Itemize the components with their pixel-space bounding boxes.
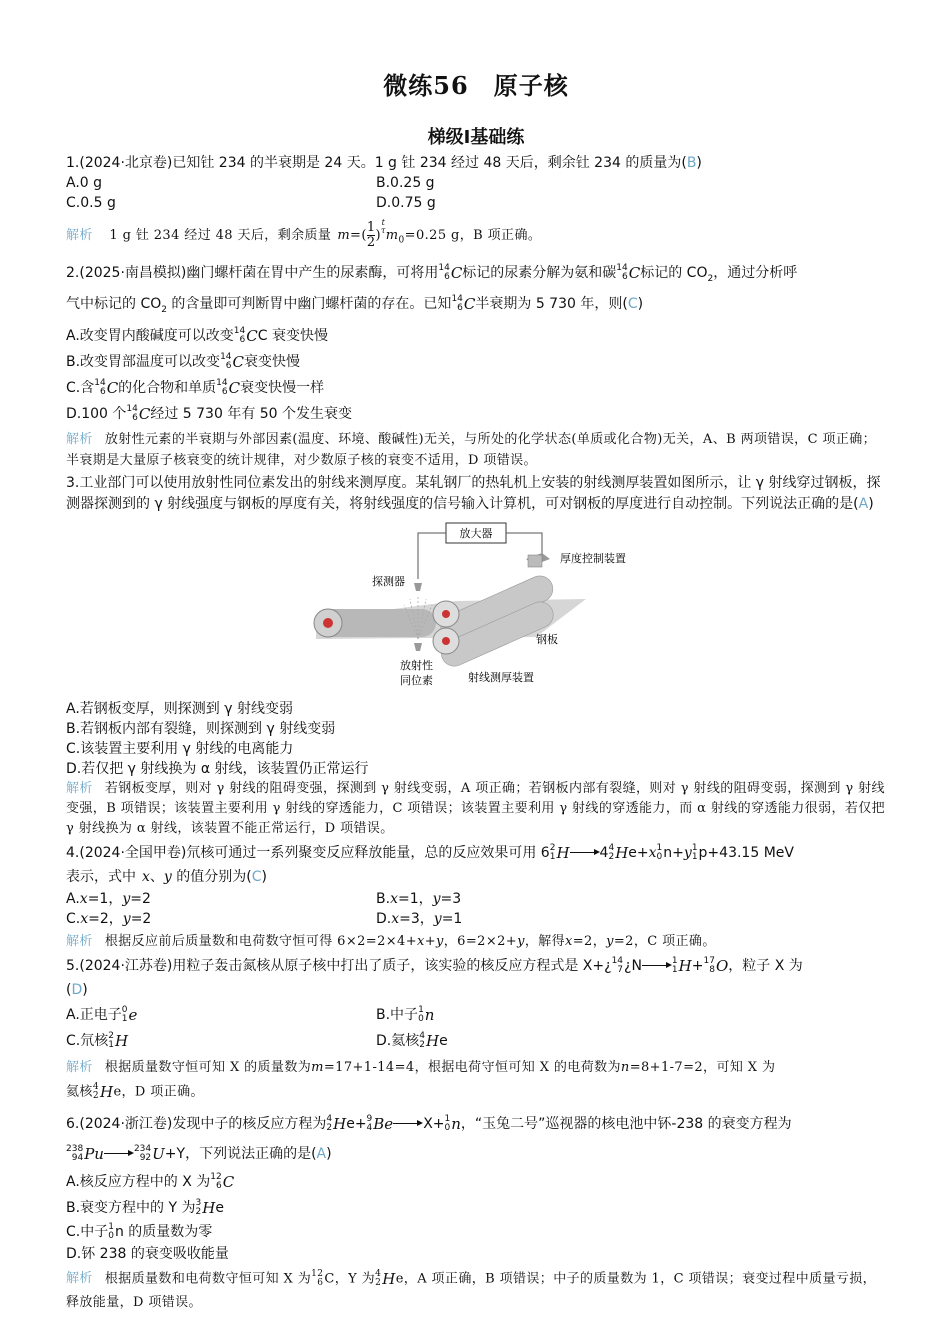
isotope-source-icon <box>414 643 422 651</box>
option-c: C.该装置主要利用 γ 射线的电离能力 <box>66 741 294 758</box>
option-c: C.0.5 g <box>66 195 116 211</box>
thickness-gauge-diagram <box>66 519 886 699</box>
answer-1: B <box>686 155 697 171</box>
question-6: 6.(2024·浙江卷)发现中子的核反应方程为 4 2 H e+ 9 4 Be X+ 1 0 n ，“玉兔二号”巡视器的核电池中钚-238 的衰变方程为 238 94 Pu 234 92 U +Y，下列说法正确的是(A) <box>66 1113 792 1163</box>
option-c: C.中子 1 0 n 的质量数为零 <box>66 1221 213 1241</box>
explanation-5: 解析 根据质量数守恒可知 X 的质量数为m=17+1-14=4，根据电荷守恒可知 X 的电荷数为n=8+1-7=2，可知 X 为 氦核 4 2 H e，D 项正确。 <box>66 1060 776 1102</box>
explanation-1: 解析 1 g 钍 234 经过 48 天后，剩余质量 m=( $\frac{1}{2}$ ) t τ $m_0=0.25$ g，B 项正确。 <box>66 218 542 250</box>
option-b: B.中子 1 0 n <box>376 1005 435 1025</box>
detector-icon <box>414 583 422 591</box>
wire-left <box>418 533 446 579</box>
label-detector: 探测器 <box>372 575 405 589</box>
reaction-arrow <box>570 848 600 858</box>
question-4: 4.(2024·全国甲卷)氘核可通过一系列聚变反应释放能量，总的反应效果可用 6 2 1 H 4 4 2 H e+x 1 0 n+y 1 1 p+43.15 MeV 表示，式中 x、y 的值分别为(C) <box>66 843 794 886</box>
thickness-gauge-figure <box>66 519 886 699</box>
option-b: B.0.25 g <box>376 175 435 191</box>
figure-caption: 射线测厚装置 <box>468 671 534 685</box>
label-thickness-control: 厚度控制装置 <box>560 552 626 566</box>
option-d: D.100 个 14 6 C 经过 5 730 年有 50 个发生衰变 <box>66 404 353 424</box>
options-3 <box>66 699 886 779</box>
explanation-2: 解析 放射性元素的半衰期与外部因素(温度、环境、酸碱性)无关，与所处的化学状态(单质或化合物)无关，A、B 两项错误，C 项正确；半衰期是大量原子核衰变的统计规律，对少数原子核的衰变不适用，D 项错误。 <box>66 432 877 469</box>
answer-6: A <box>316 1145 327 1162</box>
wire-right <box>506 533 542 555</box>
option-d: D.钚 238 的衰变吸收能量 <box>66 1245 229 1262</box>
explanation-6: 解析 根据质量数和电荷数守恒可知 X 为 12 6 C，Y 为 4 2 H e，A 项正确，B 项错误；中子的质量数为 1，C 项错误；衰变过程中质量亏损，释放能量，D 项错误。 <box>66 1268 877 1311</box>
option-a: A.正电子 0 1 e <box>66 1005 138 1025</box>
question-3: 3.工业部门可以使用放射性同位素发出的射线来测厚度。某轧钢厂的热轧机上安装的射线测厚装置如图所示，让 γ 射线穿过钢板，探测器探测到的 γ 射线强度与钢板的厚度有关，将射线强度的信号输入计算机，可对钢板的厚度进行自动控制。下列说法正确的是(A) <box>66 475 881 513</box>
answer-3: A <box>858 496 869 513</box>
option-a: A.0 g <box>66 175 103 191</box>
option-a: A.x=1，y=2 <box>66 891 151 908</box>
explanation-4: 解析 根据反应前后质量数和电荷数守恒可得 6×2=2×4+x+y，6=2×2+y，解得x=2，y=2，C 项正确。 <box>66 934 716 950</box>
option-d: D.氦核 4 2 H e <box>376 1031 448 1051</box>
question-2: 2.(2025·南昌模拟)幽门螺杆菌在胃中产生的尿素酶，可将用 14 6 C 标记的尿素分解为氨和碳 14 6 C 标记的 $CO_2$，通过分析呼 气中标记的 $CO_2$ 的含量即可判断胃中幽门螺杆菌的存在。已知 14 6 C 半衰期为 5 730 年，则(C) <box>66 262 798 316</box>
option-a: A.核反应方程中的 X 为 12 6 C <box>66 1171 235 1191</box>
option-b: B.x=1，y=3 <box>376 891 462 908</box>
decay-arrow <box>104 1149 134 1159</box>
option-d: D.0.75 g <box>376 195 436 211</box>
explanation-3: 解析 若钢板变厚，则对 γ 射线的阻碍变强，探测到 γ 射线变弱，A 项正确；若钢板内部有裂缝，则对 γ 射线的阻碍变弱，探测到 γ 射线变强，B 项错误；该装置主要利用 γ 射线的穿透能力，C 项错误；该装置主要利用 γ 射线的穿透能力，而 α 射线的穿透能力很弱，若仅把 γ 射线换为 α 射线，该装置不能正常运行，D 项错误。 <box>66 781 886 837</box>
reaction-arrow <box>642 961 672 971</box>
question-5: 5.(2024·江苏卷)用粒子轰击氮核从原子核中打出了质子，该实验的核反应方程式是 X+¿ 14 7 ¿N 1 1 H + 17 8 O ，粒子 X 为 (D) <box>66 956 803 999</box>
option-b: B.若钢板内部有裂缝，则探测到 γ 射线变弱 <box>66 721 336 738</box>
options-1 <box>66 173 886 213</box>
page-title: 微练56 原子核 <box>383 71 569 100</box>
option-c: C.氘核 2 1 H <box>66 1031 129 1051</box>
option-b: B.衰变方程中的 Y 为 3 2 H e <box>66 1197 224 1217</box>
label-isotope-1: 放射性 <box>400 659 433 673</box>
question-1: 1.(2024·北京卷)已知钍 234 的半衰期是 24 天。1 g 钍 234 经过 48 天后，剩余钍 234 的质量为(B) <box>66 155 702 171</box>
option-d: D.x=3，y=1 <box>376 911 463 928</box>
answer-5: D <box>71 982 83 999</box>
option-a: A.若钢板变厚，则探测到 γ 射线变弱 <box>66 701 293 718</box>
option-c: C.含 14 6 C 的化合物和单质 14 6 C 衰变快慢一样 <box>66 378 325 398</box>
label-isotope-2: 同位素 <box>400 674 433 688</box>
label-amplifier: 放大器 <box>459 527 493 541</box>
options-4 <box>66 889 886 929</box>
option-a: A.改变胃内酸碱度可以改变 14 6 C C 衰变快慢 <box>66 326 328 346</box>
option-b: B.改变胃部温度可以改变 14 6 C 衰变快慢 <box>66 352 300 372</box>
options-5 <box>66 1002 886 1054</box>
section-title: 梯级Ⅰ基础练 <box>427 127 525 148</box>
page <box>66 0 886 1315</box>
option-d: D.若仅把 γ 射线换为 α 射线，该装置仍正常运行 <box>66 761 369 778</box>
answer-2: C <box>627 296 638 313</box>
reaction-arrow <box>393 1119 423 1129</box>
label-steel-plate: 钢板 <box>536 633 558 647</box>
option-c: C.x=2，y=2 <box>66 911 152 928</box>
answer-4: C <box>251 869 262 886</box>
